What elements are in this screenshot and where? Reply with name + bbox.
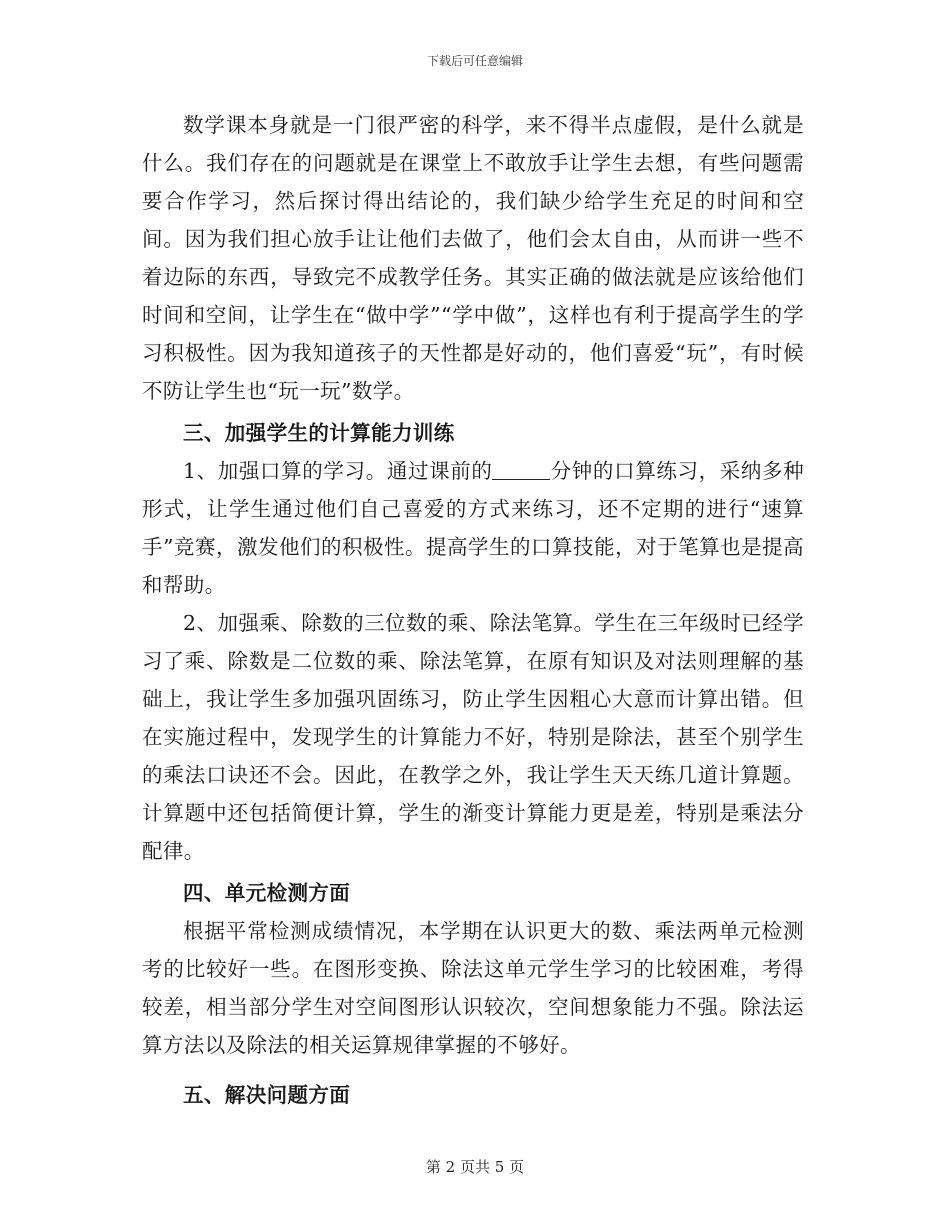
section-heading-calculation: 三、加强学生的计算能力训练 (183, 421, 455, 445)
paragraph-oral-calculation (142, 452, 804, 604)
oral-calculation-text-start: 1、加强口算的学习。通过课前的 (183, 459, 493, 483)
page-header: 下载后可任意编辑 (426, 54, 523, 68)
oral-calculation-text-end: 分钟的口算练习，采纳多种形式，让学生通过他们自己喜爱的方式来练习，还不定期的进行“速算手”竞赛，激发他们的积极性。提高学生的口算技能，对于笔算也是提高和帮助。 (142, 459, 804, 597)
paragraph-unit-test: 根据平常检测成绩情况，本学期在认识更大的数、乘法两单元检测考的比较好一些。在图形变换、除法这单元学生学习的比较困难，考得较差，相当部分学生对空间图形认识较次，空间想象能力不强。除法运算方法以及除法的相关运算规律掌握的不够好。 (142, 919, 804, 1057)
paragraph-classroom-practice: 数学课本身就是一门很严密的科学，来不得半点虚假，是什么就是什么。我们存在的问题就是在课堂上不敢放手让学生去想，有些问题需要合作学习，然后探讨得出结论的，我们缺少给学生充足的时间和空间。因为我们担心放手让让他们去做了，他们会太自由，从而讲一些不着边际的东西，导致完不成教学任务。其实正确的做法就是应该给他们时间和空间，让学生在“做中学”“学中做”，这样也有利于提高学生的学习积极性。因为我知道孩子的天性都是好动的，他们喜爱“玩”，有时候不防让学生也“玩一玩”数学。 (142, 113, 804, 403)
section-heading-problem-solving: 五、解决问题方面 (183, 1083, 351, 1107)
fill-in-blank (492, 459, 550, 480)
document-body (142, 106, 804, 1114)
section-heading-unit-test: 四、单元检测方面 (183, 881, 351, 905)
page-number: 第 2 页共 5 页 (425, 1158, 525, 1176)
paragraph-written-calculation: 2、加强乘、除数的三位数的乘、除法笔算。学生在三年级时已经学习了乘、除数是二位数的乘、除法笔算，在原有知识及对法则理解的基础上，我让学生多加强巩固练习，防止学生因粗心大意而计算出错。但在实施过程中，发现学生的计算能力不好，特别是除法，甚至个别学生的乘法口诀还不会。因此，在教学之外，我让学生天天练几道计算题。计算题中还包括简便计算，学生的渐变计算能力更是差，特别是乘法分配律。 (142, 611, 804, 863)
